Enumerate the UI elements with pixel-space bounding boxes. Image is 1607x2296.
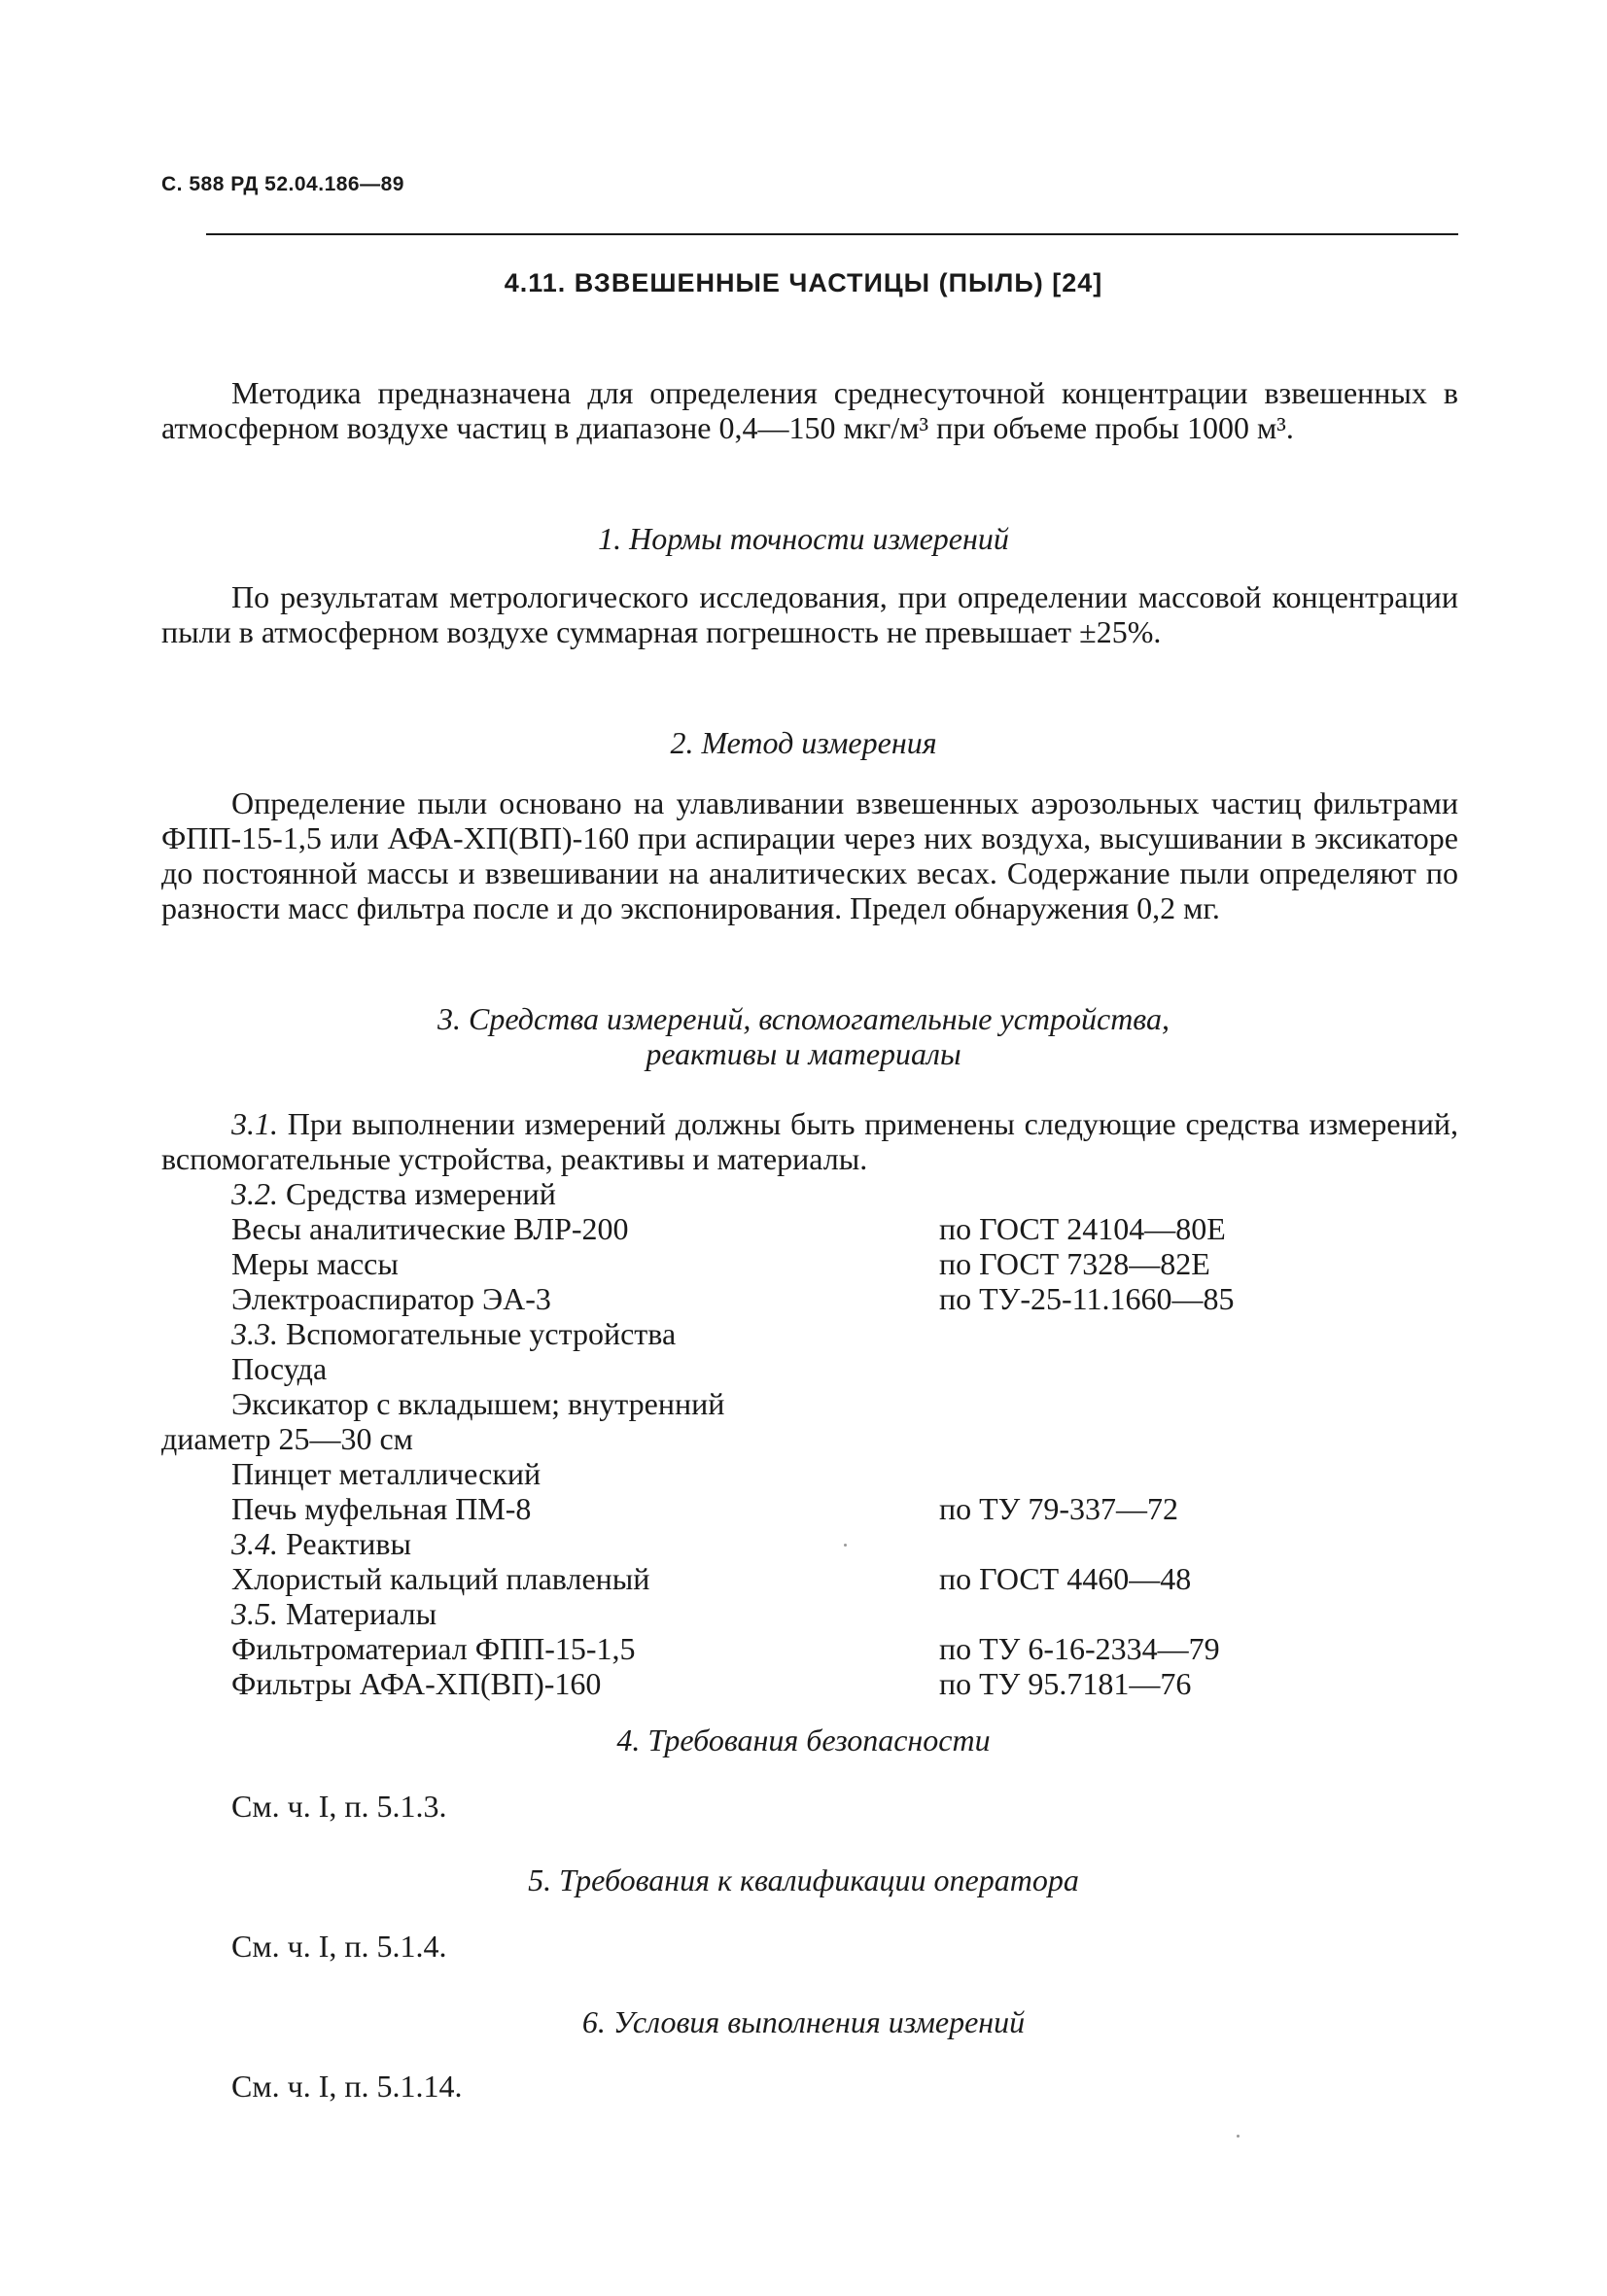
item-name: Посуда	[231, 1351, 328, 1386]
equipment-list	[161, 1176, 1458, 1701]
list-item	[161, 1631, 1458, 1666]
item-standard: по ТУ 79-337—72	[939, 1491, 1178, 1526]
item-name: Печь муфельная ПМ-8	[231, 1491, 532, 1526]
heading-accuracy: 1. Нормы точности измерений	[598, 521, 1009, 556]
running-head: С. 588 РД 52.04.186—89	[161, 173, 404, 195]
item-name: Электроаспиратор ЭА-3	[231, 1281, 551, 1316]
clause-number: 3.2.	[231, 1176, 278, 1211]
item-name: Фильтры АФА-ХП(ВП)-160	[231, 1666, 602, 1701]
list-item	[161, 1561, 1458, 1596]
item-name: Фильтроматериал ФПП-15-1,5	[231, 1631, 636, 1666]
list-item	[161, 1246, 1458, 1281]
heading-equipment-line2: реактивы и материалы	[646, 1036, 961, 1071]
item-standard: по ГОСТ 7328—82Е	[939, 1246, 1210, 1281]
list-item	[161, 1456, 1458, 1491]
list-item	[161, 1281, 1458, 1316]
item-standard: по ТУ 6-16-2334—79	[939, 1631, 1220, 1666]
subsection-title: Материалы	[286, 1596, 437, 1631]
item-standard: по ТУ 95.7181—76	[939, 1666, 1192, 1701]
subsection-title: Средства измерений	[286, 1176, 556, 1211]
clause-text: При выполнении измерений должны быть применены следующие средства измерений, вспомогательные устройства, реактивы и материалы.	[161, 1106, 1459, 1176]
subsection-3-5	[161, 1596, 1458, 1631]
heading-operator: 5. Требования к квалификации оператора	[528, 1862, 1079, 1897]
safety-reference: См. ч. I, п. 5.1.3.	[231, 1789, 447, 1824]
item-standard: по ГОСТ 24104—80Е	[939, 1211, 1226, 1246]
item-name: Хлористый кальций плавленый	[231, 1561, 650, 1596]
clause-number: 3.5.	[231, 1596, 278, 1631]
list-item	[161, 1666, 1458, 1701]
subsection-3-2	[161, 1176, 1458, 1211]
list-item	[161, 1491, 1458, 1526]
scan-speck	[1237, 2135, 1240, 2138]
accuracy-paragraph: По результатам метрологического исследования, при определении массовой концентрации пыли в атмосферном воздухе суммарная погрешность не превышает ±25%.	[161, 579, 1458, 649]
item-name: Пинцет металлический	[231, 1456, 541, 1491]
intro-paragraph: Методика предназначена для определения среднесуточной концентрации взвешенных в атмосферном воздухе частиц в диапазоне 0,4—150 мкг/м³ при объеме пробы 1000 м³.	[161, 375, 1458, 445]
item-name: диаметр 25—30 см	[161, 1421, 413, 1456]
heading-method: 2. Метод измерения	[670, 725, 937, 760]
subsection-3-3	[161, 1316, 1458, 1351]
heading-safety: 4. Требования безопасности	[616, 1722, 991, 1757]
list-item	[161, 1386, 1458, 1421]
list-item-continuation	[161, 1421, 1458, 1456]
subsection-title: Вспомогательные устройства	[286, 1316, 677, 1351]
conditions-reference: См. ч. I, п. 5.1.14.	[231, 2069, 463, 2104]
method-paragraph: Определение пыли основано на улавливании взвешенных аэрозольных частиц фильтрами ФПП-15-1,5 или АФА-ХП(ВП)-160 при аспирации через них воздуха, высушивании в эксикаторе до постоянной массы и взвешивании на аналитических весах. Содержание пыли определяют по разности масс фильтра после и до экспонирования. Предел обнаружения 0,2 мг.	[161, 785, 1458, 925]
heading-conditions: 6. Условия выполнения измерений	[581, 2004, 1026, 2039]
section-title: 4.11. ВЗВЕШЕННЫЕ ЧАСТИЦЫ (ПЫЛЬ) [24]	[504, 268, 1103, 297]
header-rule	[206, 233, 1458, 235]
clause-number: 3.1.	[231, 1106, 278, 1141]
subsection-title: Реактивы	[286, 1526, 412, 1561]
scan-speck	[844, 1544, 847, 1547]
subsection-3-4	[161, 1526, 1458, 1561]
item-standard: по ТУ-25-11.1660—85	[939, 1281, 1235, 1316]
clause-number: 3.3.	[231, 1316, 278, 1351]
item-name: Меры массы	[231, 1246, 399, 1281]
operator-reference: См. ч. I, п. 5.1.4.	[231, 1929, 447, 1964]
item-name: Эксикатор с вкладышем; внутренний	[231, 1386, 725, 1421]
item-standard: по ГОСТ 4460—48	[939, 1561, 1192, 1596]
clause-number: 3.4.	[231, 1526, 278, 1561]
list-item	[161, 1351, 1458, 1386]
paragraph-3-1	[161, 1106, 1458, 1176]
item-name: Весы аналитические ВЛР-200	[231, 1211, 629, 1246]
heading-equipment-line1: 3. Средства измерений, вспомогательные устройства,	[437, 1001, 1170, 1036]
list-item	[161, 1211, 1458, 1246]
